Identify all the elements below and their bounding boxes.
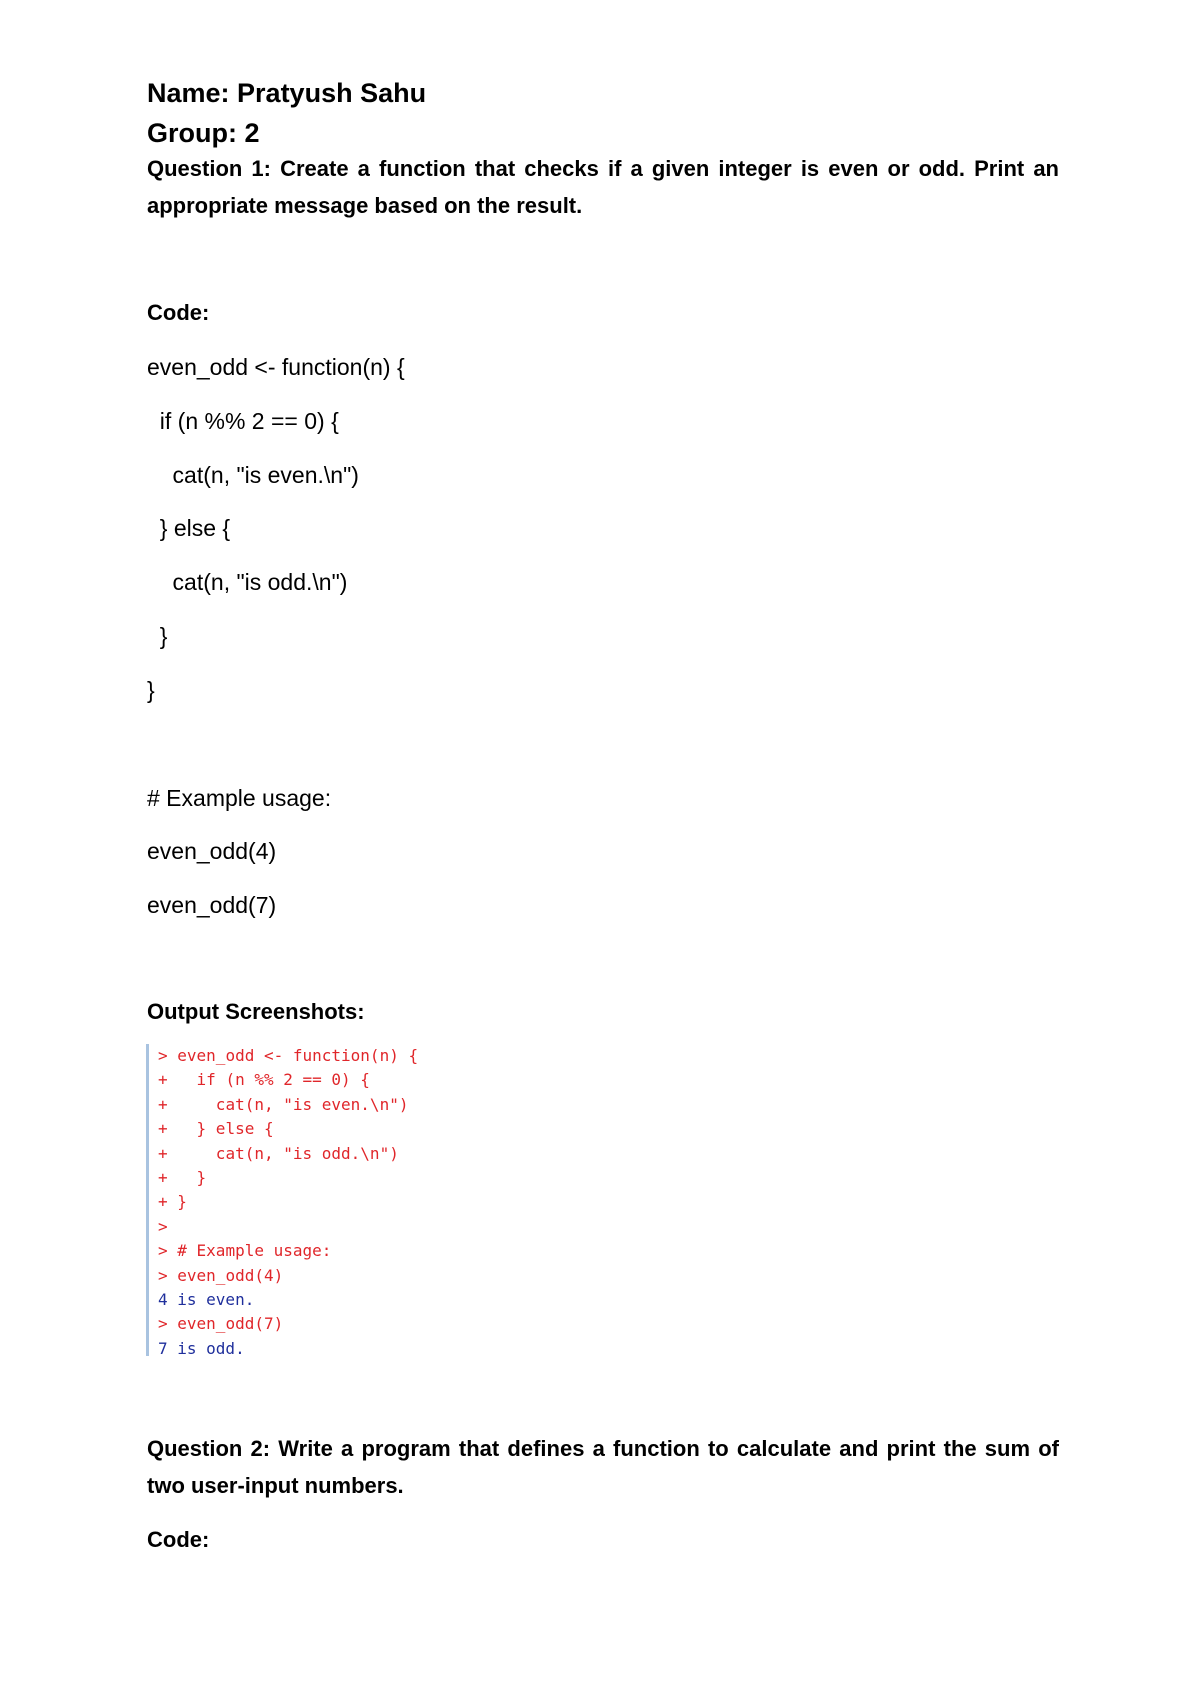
console-text: cat(n, "is even.\n"): [167, 1094, 409, 1114]
code-line: even_odd <- function(n) {: [147, 354, 405, 380]
console-input-line: [158, 1190, 506, 1214]
console-input-line: [158, 1166, 506, 1190]
console-text: 4 is even.: [158, 1289, 255, 1309]
console-text: }: [167, 1192, 187, 1212]
console-input-line: [158, 1142, 506, 1166]
console-output-line: [158, 1337, 506, 1361]
output-screenshots-label: Output Screenshots:: [147, 999, 365, 1024]
group-number: Group: 2: [147, 118, 260, 148]
console-text: }: [167, 1167, 207, 1187]
console-prompt: +: [158, 1119, 168, 1139]
console-text: even_odd(4): [167, 1265, 284, 1285]
question-2-code-label: Code:: [147, 1527, 210, 1552]
code-line: }: [147, 677, 155, 703]
code-line: even_odd(7): [147, 892, 277, 918]
console-prompt: +: [158, 1094, 168, 1114]
console-input-line: [158, 1068, 506, 1092]
console-prompt: >: [158, 1046, 168, 1065]
code-line: } else {: [147, 515, 231, 541]
console-text: # Example usage:: [167, 1241, 332, 1261]
console-input-line: [158, 1239, 506, 1263]
console-input-line: [158, 1044, 506, 1068]
console-prompt: +: [158, 1167, 168, 1187]
console-text: 7 is odd.: [158, 1338, 245, 1358]
console-text: if (n %% 2 == 0) {: [167, 1070, 370, 1090]
console-text: } else {: [167, 1119, 274, 1139]
console-prompt: +: [158, 1143, 168, 1163]
console-input-line: [158, 1215, 506, 1239]
console-input-line: [158, 1312, 506, 1336]
console-input-line: [158, 1264, 506, 1288]
console-input-line: [158, 1117, 506, 1141]
console-prompt: >: [158, 1314, 168, 1334]
console-input-line: [158, 1093, 506, 1117]
console-prompt: >: [158, 1241, 168, 1261]
question-2-text: Question 2: Write a program that defines a function to calculate and print the sum of two user-input numbers.: [147, 1436, 1059, 1498]
code-line: cat(n, "is odd.\n"): [147, 569, 348, 595]
code-line: }: [147, 623, 168, 649]
student-name: Name: Pratyush Sahu: [147, 78, 427, 108]
console-prompt: >: [158, 1216, 168, 1236]
code-line: cat(n, "is even.\n"): [147, 462, 359, 488]
console-output-line: [158, 1288, 506, 1312]
console-text: even_odd <- function(n) {: [167, 1046, 419, 1065]
console-output-screenshot: [146, 1044, 506, 1356]
console-prompt: >: [158, 1265, 168, 1285]
console-text: even_odd(7): [167, 1314, 284, 1334]
question-1-code-label: Code:: [147, 300, 210, 325]
console-prompt: +: [158, 1192, 168, 1212]
code-line: if (n %% 2 == 0) {: [147, 408, 339, 434]
code-line: even_odd(4): [147, 838, 277, 864]
console-prompt: +: [158, 1070, 168, 1090]
question-1-text: Question 1: Create a function that checks if a given integer is even or odd. Print an appropriate message based on the result.: [147, 156, 1059, 218]
console-text: cat(n, "is odd.\n"): [167, 1143, 399, 1163]
code-comment-line: # Example usage:: [147, 785, 332, 811]
